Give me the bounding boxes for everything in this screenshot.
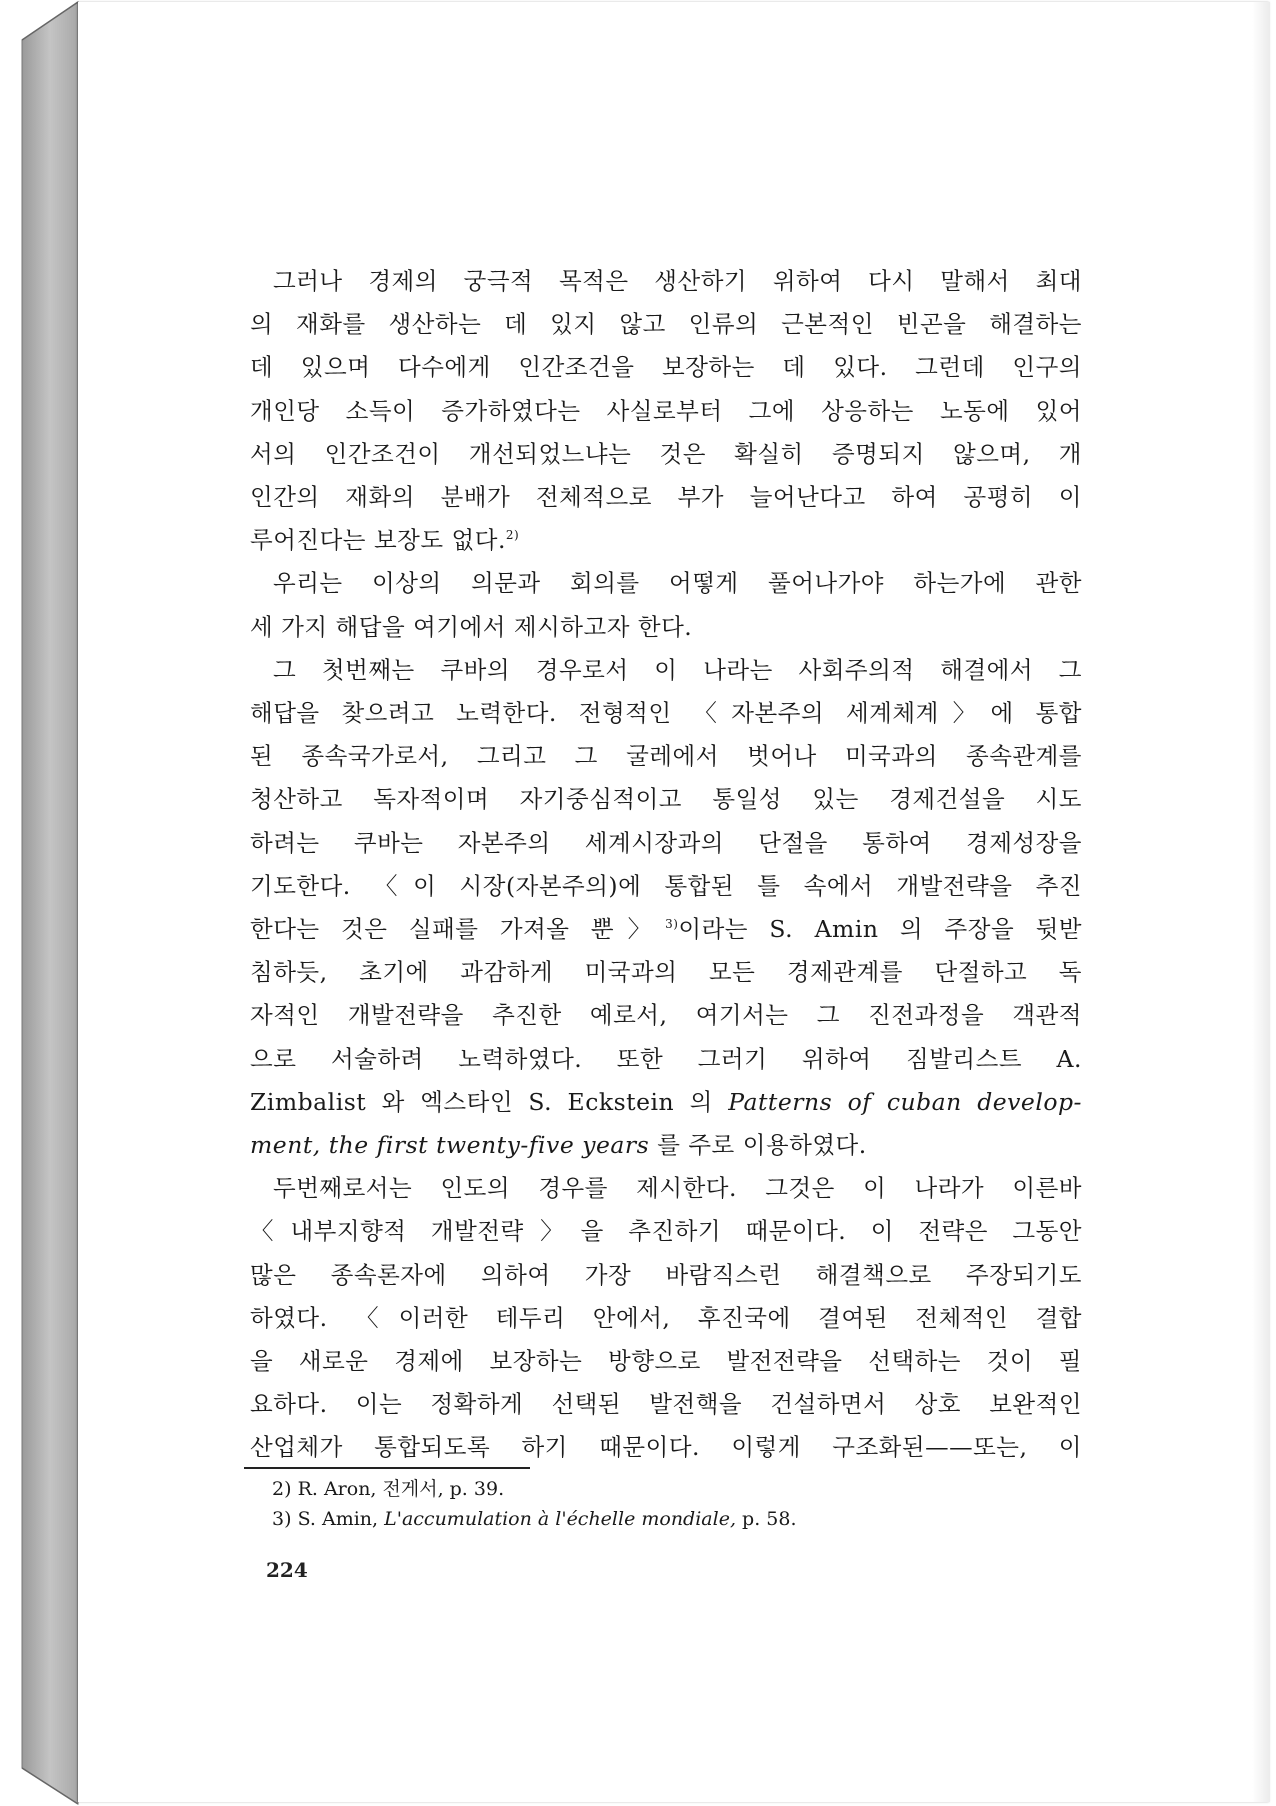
- text-line: 하려는 쿠바는 자본주의 세계시장과의 단절을 통하여 경제성장을: [250, 828, 1082, 857]
- text-line: 세 가지 해답을 여기에서 제시하고자 한다.: [250, 612, 693, 641]
- text-segment: 를 주로 이용하였다.: [657, 1131, 867, 1160]
- text-segment: 루어진다는 보장도 없다.: [250, 526, 506, 555]
- footnote-rule: [244, 1467, 530, 1469]
- footnotes: [272, 1474, 1072, 1534]
- footnote-text: S. Amin,: [297, 1508, 379, 1530]
- text-line: 으로 서술하려 노력하였다. 또한 그러기 위하여 짐발리스트 A.: [250, 1044, 1082, 1073]
- text-line: [250, 1081, 1082, 1124]
- footnote-title: L'accumulation à l'échelle mondiale,: [384, 1508, 736, 1530]
- footnote-number: 3): [272, 1508, 292, 1530]
- text-line: 자적인 개발전략을 추진한 예로서, 여기서는 그 진전과정을 객관적: [250, 1001, 1082, 1030]
- text-line: 의 재화를 생산하는 데 있지 않고 인류의 근본적인 빈곤을 해결하는: [250, 310, 1082, 339]
- text-line: 청산하고 독자적이며 자기중심적이고 통일성 있는 경제건설을 시도: [250, 785, 1082, 814]
- footnote-2: [272, 1474, 1072, 1504]
- page-edge-shadow: [1252, 2, 1270, 1802]
- text-line: 데 있으며 다수에게 인간조건을 보장하는 데 있다. 그런데 인구의: [250, 353, 1082, 382]
- text-line: 개인당 소득이 증가하였다는 사실로부터 그에 상응하는 노동에 있어: [250, 396, 1082, 425]
- footnote-ref: 3): [665, 917, 679, 932]
- footnote-number: 2): [272, 1478, 292, 1500]
- text-line: 기도한다. 〈이 시장(자본주의)에 통합된 틀 속에서 개발전략을 추진: [250, 871, 1082, 900]
- text-line: 〈내부지향적 개발전략〉을 추진하기 때문이다. 이 전략은 그동안: [250, 1217, 1082, 1246]
- footnote-text: R. Aron, 전게서, p. 39.: [297, 1478, 505, 1500]
- text-line: 하였다. 〈이러한 테두리 안에서, 후진국에 결여된 전체적인 결합: [250, 1303, 1082, 1332]
- page-number: 224: [266, 1558, 308, 1582]
- text-line: 두번째로서는 인도의 경우를 제시한다. 그것은 이 나라가 이른바: [273, 1174, 1082, 1203]
- text-line: 많은 종속론자에 의하여 가장 바람직스런 해결책으로 주장되기도: [250, 1260, 1082, 1289]
- paragraph-3: [250, 649, 1082, 1167]
- text-line: 서의 인간조건이 개선되었느냐는 것은 확실히 증명되지 않으며, 개: [250, 439, 1082, 468]
- body-text: [250, 260, 1082, 1470]
- text-line: [250, 908, 1082, 951]
- book-title: ment, the first twenty-five years: [250, 1131, 650, 1160]
- text-line: 우리는 이상의 의문과 회의를 어떻게 풀어나가야 하는가에 관한: [273, 569, 1082, 598]
- text-segment: 이라는 S. Amin 의 주장을 뒷받: [678, 915, 1082, 944]
- text-line: 요하다. 이는 정확하게 선택된 발전핵을 건설하면서 상호 보완적인: [250, 1390, 1082, 1419]
- paragraph-4: [250, 1167, 1082, 1469]
- text-line: 해답을 찾으려고 노력한다. 전형적인 〈자본주의 세계체계〉에 통합: [250, 699, 1082, 728]
- text-line: 인간의 재화의 분배가 전체적으로 부가 늘어난다고 하여 공평히 이: [250, 483, 1082, 512]
- text-line: 산업체가 통합되도록 하기 때문이다. 이렇게 구조화된——또는, 이: [250, 1433, 1082, 1462]
- footnote-3: [272, 1504, 1072, 1534]
- text-line: 을 새로운 경제에 보장하는 방향으로 발전전략을 선택하는 것이 필: [250, 1347, 1082, 1376]
- text-line: [250, 1124, 1082, 1167]
- text-segment: 한다는 것은 실패를 가져올 뿐〉: [250, 915, 666, 944]
- text-line: 그 첫번째는 쿠바의 경우로서 이 나라는 사회주의적 해결에서 그: [273, 655, 1082, 684]
- text-segment: Zimbalist 와 엑스타인 S. Eckstein 의: [250, 1087, 713, 1116]
- text-line: 침하듯, 초기에 과감하게 미국과의 모든 경제관계를 단절하고 독: [250, 958, 1082, 987]
- footnote-text: p. 58.: [742, 1508, 797, 1530]
- footnote-ref: 2): [505, 528, 520, 543]
- text-line: 된 종속국가로서, 그리고 그 굴레에서 벗어나 미국과의 종속관계를: [250, 742, 1082, 771]
- paragraph-1: [250, 260, 1082, 562]
- text-line: [250, 519, 1082, 562]
- paragraph-2: [250, 562, 1082, 648]
- book-title: Patterns of cuban develop-: [728, 1087, 1082, 1116]
- text-line: 그러나 경제의 궁극적 목적은 생산하기 위하여 다시 말해서 최대: [273, 267, 1082, 295]
